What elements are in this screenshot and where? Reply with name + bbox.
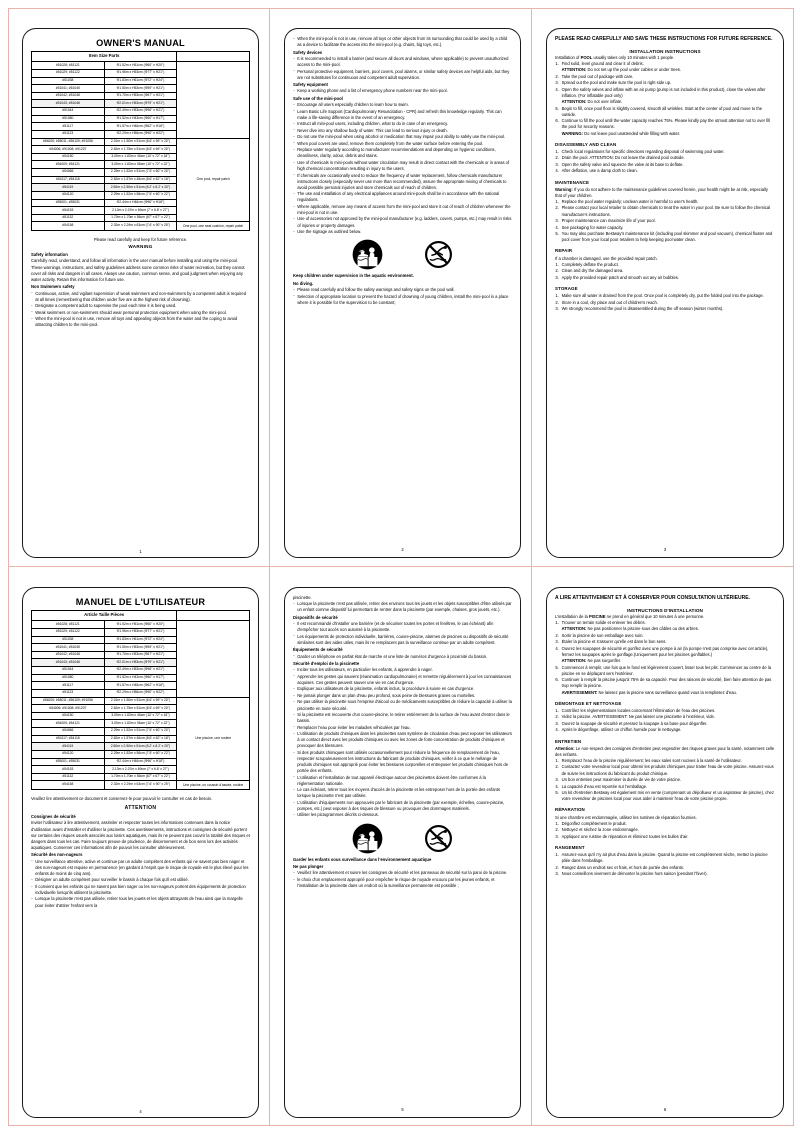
list-item: · Il convient que les enfants qui ne savent pas bien nager ou les non-nageurs portent des équipements de protection individuelle lorsqu'ils utilisent la piscinette. xyxy=(31,884,250,896)
signage-line-2: No diving. xyxy=(293,280,314,286)
table-cell-parts xyxy=(177,62,250,138)
list-item: · Keep a working phone and a list of emergency phone numbers near the mini-pool. xyxy=(293,88,512,94)
list-item: Nettoyez et séchez la zone endommagée. xyxy=(561,827,639,833)
installation-instructions-title: INSTALLATION INSTRUCTIONS xyxy=(629,48,701,54)
list-item: · Encourage all users especially children to learn how to swim. xyxy=(293,102,512,108)
table-cell-size: Φ1.57m x H46cm (Φ62" x H18") xyxy=(104,682,177,690)
table-cell-size: Φ1.52m x H51cm (Φ60" x H20") xyxy=(104,621,177,629)
table-cell-size: Φ2.01m x H53cm (Φ79" x H21") xyxy=(104,100,177,108)
table-cell-item: #54006; #91008; #91207 xyxy=(32,705,105,713)
lead-item-list xyxy=(293,601,512,613)
table-cell-item: #54117; #54118 xyxy=(32,735,105,743)
rangement-title: RANGEMENT xyxy=(555,844,585,850)
pictogram-row xyxy=(293,823,512,854)
table-cell-item: #51117 xyxy=(32,682,105,690)
entretien-steps-list xyxy=(555,758,775,802)
entretien-warning: Attention: Le non-respect des consignes d'entretien peut engendrer des risques graves pour la santé, notamment celle des enfants. xyxy=(555,745,775,757)
table-cell-item: #55001; #55031 xyxy=(32,758,105,766)
demontage-title: DÉMONTAGE ET NETTOYAGE xyxy=(555,700,622,706)
list-item: Ouvrez la soupape de sécurité et pressez la soupape à sa base pour dégonfler. xyxy=(561,720,708,726)
list-item: · When the mini-pool is not in use, remove all toys or other objects from its surrounding that could be used by a child as a device to facilitate the access into the mini-pool (e.g. chairs, big toys, etc.). xyxy=(293,36,512,48)
table-cell-size: 2.32m x 2.29m x 63cm (7.6' x 90" x 25") xyxy=(104,222,177,231)
page-4-body xyxy=(31,814,250,908)
non-nageurs-heading: Sécurité des non-nageurs xyxy=(31,852,83,858)
page-title: MANUEL DE L'UTILISATEUR xyxy=(75,597,206,607)
table-cell-size: 3.05m x 1.83m x 46cm (10' x 72" x 18") xyxy=(104,712,177,720)
read-carefully-note-fr: Veuillez lire attentivement ce document et conservez-le pour pouvoir le consulter en cas de besoin. xyxy=(31,796,213,802)
list-item: · Never dive into any shallow body of water. This can lead to serious injury or death. xyxy=(293,128,512,134)
table-cell-size: Φ1.83m x H61cm (Φ72" x H24") xyxy=(104,77,177,85)
grid-cell-page-6 xyxy=(532,567,794,1126)
table-cell-parts xyxy=(177,621,250,697)
installation-steps-list xyxy=(555,61,775,136)
grid-cell-page-1 xyxy=(8,8,270,567)
list-item: Check local regulations for specific directions regarding disposal of swimming pool water. xyxy=(561,148,725,154)
list-item: Store in a cool, dry place and out of children's reach. xyxy=(561,299,658,305)
list-item: · When the mini-pool is not in use, remove all toys and appealing objects from the water and the coping to avoid attracting children to the mini-pool. xyxy=(31,316,250,328)
attention-word: ATTENTION xyxy=(124,805,157,812)
page-title: OWNER'S MANUAL xyxy=(96,38,185,48)
signage-line-1: Keep children under supervision in the aquatic environment. xyxy=(293,273,414,279)
page-number: 6 xyxy=(663,1107,667,1112)
list-item: Assurez-vous qu'il n'y ait plus d'eau dans la piscine. Quand la piscine est complètement sèche, mettez la piscine pliée dans l'emballage. xyxy=(561,852,768,864)
table-cell-size: 2.29m x 1.52m x 56cm (7.5' x 60" x 22") xyxy=(104,191,177,199)
table-cell-size: Φ2.01m x H53cm (Φ79" x H21") xyxy=(104,659,177,667)
safety-devices-list xyxy=(293,56,512,81)
table-cell-size: 3.05m x 1.83m x 56cm (10' x 72" x 22") xyxy=(104,161,177,169)
securite-emploi-list xyxy=(293,667,512,818)
table-cell-item: #51132 xyxy=(32,214,105,222)
table-cell-item: #51029; #51122 xyxy=(32,69,105,77)
entretien-title: ENTRETIEN xyxy=(555,738,582,744)
list-item: Continuer à remplir la piscine jusqu'à 75% de sa capacité. Pour des raisons de sécurité, bien faire attention de pas trop remplir la piscine. AVERTISSEMENT: Ne laissez pas la piscine sans surveillance quand vous la remplissez d'eau. xyxy=(561,677,772,695)
list-item: · L'utilisation et l'installation de tout appareil électrique autour des piscinettes doivent être conformes à la réglementation nationale. xyxy=(293,775,512,787)
list-item: · Remplacer l'eau pour éviter les maladies véhiculées par l'eau. xyxy=(293,725,512,731)
table-cell-size: Φ2.44m x H46cm (Φ96" x H18") xyxy=(104,758,177,766)
table-header-row xyxy=(32,611,250,621)
table-cell-item: #54120 xyxy=(32,191,105,199)
table-cell-size: 2.13m x 2.07m x 69cm (7' x 6.8' x 27") xyxy=(104,766,177,774)
non-swimmers-list xyxy=(31,291,250,329)
page-5 xyxy=(284,587,521,1118)
reparation-title: RÉPARATION xyxy=(555,807,585,813)
table-cell-item: #54006; #91008; #91207 xyxy=(32,146,105,154)
table-cell-size: Φ2.29m x H56cm (Φ90" x H22") xyxy=(104,689,177,697)
list-item: · Si des produits chimiques sont utilisés occasionnellement pour réduire la fréquence de remplacement de l'eau, respecter scrupuleusement les instructions du fabricant de produits chimiques, veiller à ce que le mélange de produits chimiques soit approprié pour éviter les blessures corporelles et entreposer les produits chimiques hors de portée des enfants. xyxy=(293,750,512,774)
installation-intro: Installation of POOL usually takes only 10 minutes with 1 people. xyxy=(555,55,675,61)
table-cell-parts: One pool, repair patch xyxy=(177,138,250,222)
table-cell-size: Φ1.96m x H53cm (Φ77" x H21") xyxy=(104,628,177,636)
consignes-securite-body: Inviter l'utilisateur à lire attentivement, assimiler et respecter toutes les informations contenues dans la notice d'utilisation avant d'installer et d'utiliser la piscinette. Ces avertissements, instructions et consignes de sécurité portent sur certains des risques usuels associés aux loisirs aquatiques, mais ils ne peuvent pas couvrir la totalité des risques et dangers dans tous les cas. Faire toujours preuve de prudence, de discernement et de bon sens lors des activités aquatiques. Conserver ces informations afin de pouvoir les consulter ultérieurement. xyxy=(31,820,250,850)
reparation-steps-list xyxy=(555,821,775,840)
table-cell-item: #54153 xyxy=(32,766,105,774)
safety-equipment-heading: Safety equipment xyxy=(293,82,328,88)
disassembly-steps-list xyxy=(555,149,775,175)
table-column-header: Article Taille Pièces xyxy=(32,611,177,621)
table-cell-parts-last: Une piscine, un coussin d'assise, rustine xyxy=(177,781,250,790)
table-cell-size: Φ1.50m x H53cm (Φ59" x H21") xyxy=(104,644,177,652)
dispositifs-list xyxy=(293,621,512,646)
list-item: · Use of chemicals in mini-pools without water circulation may result in direct contact with the chemicals or in areas of high chemical concentration resulting in injury to the users. xyxy=(293,160,512,172)
list-item: Nous conseillons vivement de démonter la piscine hors saison (pendant l'hiver). xyxy=(561,871,708,877)
list-item: · Une surveillance attentive, active et continue par un adulte compétent des enfants qui ne savent pas bien nager et des non-nageurs est requise en permanence (en gardant à l'esprit que le risque de noyade est le plus élevé pour les enfants de moins de cinq ans). xyxy=(31,859,250,877)
list-item: Drain the pool. ATTENTION: Do not leave the drained pool outside. xyxy=(561,155,685,161)
page-number: 1 xyxy=(139,549,142,554)
equipements-securite-heading: Équipements de sécurité xyxy=(293,647,343,653)
table-cell-item: #51123 xyxy=(32,689,105,697)
signage-line-2: Ne pas plonger xyxy=(293,864,324,870)
list-item: Un bon entretien peut maximiser la durée de vie de votre piscine. xyxy=(561,777,682,783)
demontage-steps-list xyxy=(555,708,775,734)
table-cell-size: Φ1.57m x H46cm (Φ62" x H18") xyxy=(104,123,177,131)
list-item: · le choix d'un emplacement approprié pour empêcher le risque de noyade encouru par les jeunes enfants, et l'installation de la piscinette dans un endroit où la surveillance permanente est possible ; xyxy=(293,877,512,889)
table-cell-item: #54158 xyxy=(32,222,105,231)
list-item: Clean and dry the damaged area. xyxy=(561,268,624,274)
repair-steps-list xyxy=(555,262,775,281)
grid-cell-page-4 xyxy=(8,567,270,1126)
list-item: · Please read carefully and follow the safety warnings and safety signs on the pool wall. xyxy=(293,287,512,293)
page-number: 2 xyxy=(401,547,404,552)
table-cell-item: #51041; #51045 xyxy=(32,85,105,93)
page-2-body xyxy=(293,36,512,235)
attention-label: ATTENTION: xyxy=(561,99,587,105)
maintenance-steps-list xyxy=(555,199,775,243)
attention-label: WARNING: xyxy=(561,130,583,136)
list-item: · Do not use the mini-pool when using alcohol or medication that may impair your ability to safely use the mini-pool. xyxy=(293,134,512,140)
table-cell-item: #54158 xyxy=(32,781,105,790)
list-item: · Replace water regularly according to manufacturer recommendations and depending on hygienic conditions, cleanliness, clarity, odour, debris and stains. xyxy=(293,147,512,159)
table-row xyxy=(32,138,250,146)
list-item: · Learn Basic Life Support (Cardiopulmonary Resuscitation - CPR) and refresh this knowledge regularly. This can make a life-saving difference in the event of an emergency. xyxy=(293,109,512,121)
list-item: · Use the signage as outlined below. xyxy=(293,229,512,235)
maintenance-warning: Warning: If you do not adhere to the maintenance guidelines covered herein, your health might be at risk, especially that of your children. xyxy=(555,186,768,198)
page-5-signage xyxy=(293,857,512,890)
list-item: Ouvrez les soupapes de sécurité et gonflez avec une pompe à air (la pompe n'est pas comprise avec cet article), fermez les soupapes après le gonflage.(Uniquement pour les piscines gonflables.) ATTENTION: Ne pas surgonfler. xyxy=(561,645,769,664)
list-item: · Veuillez lire attentivement et suivre les consignes de sécurité et les panneaux de sécurité sur la paroi de la piscine. xyxy=(293,870,512,876)
list-item: Videz la piscine. AVERTISSEMENT: Ne pas laisser une piscinette à l'extérieur, vide. xyxy=(561,714,715,720)
list-item: Proper maintenance can maximize life of your pool. xyxy=(561,218,656,224)
table-cell-item: #51117 xyxy=(32,123,105,131)
list-item: Spread out the pool and make sure the pool is right side up. xyxy=(561,80,672,86)
table-cell-size: 2.62m x 1.75m x 51cm (8.5' x 69" x 20") xyxy=(104,705,177,713)
safety-information-heading: Safety information xyxy=(31,252,68,258)
table-cell-item: #54120 xyxy=(32,750,105,758)
list-item: · Expliquer aux utilisateurs de la piscinette, enfants inclus, la procédure à suivre en cas d'urgence. xyxy=(293,686,512,692)
list-item: Please contact your local retailer to obtain chemicals to treat the water in your pool. Be sure to follow the chemical manufacture's instructions. xyxy=(561,205,771,217)
list-item: Dégonflez complètement le produit. xyxy=(561,820,627,826)
read-carefully-note: Please read carefully and keep for future reference. WARNING xyxy=(31,237,250,251)
list-item: · Use of accessories not approved by the mini-pool manufacturer (e.g. ladders, covers, pumps, etc.) may result in risks of injuries or property damages. xyxy=(293,216,512,228)
list-item: Commencer à remplir, une fois que le fond est légèrement couvert, lisser tous les plis. Commencer au centre de la piscine en se déplaçant vers l'extérieur. xyxy=(561,664,772,676)
signage-line-1: Garder les enfants sous surveillance dans l'environnement aquatique xyxy=(293,856,432,862)
page-4 xyxy=(22,587,259,1118)
attention-label: ATTENTION: xyxy=(561,67,587,73)
table-cell-size: 2.13m x 2.07m x 69cm (7' x 6.8' x 27") xyxy=(104,207,177,215)
list-item: · Lorsque la piscinette n'est pas utilisée, retirer des environs tous les jouets et les objets susceptibles d'être utilisés par un enfant comme dispositif lui permettant de rentrer dans la piscinette (par exemple, chaises, gros jouets, etc.). xyxy=(293,601,512,613)
list-item: · Designate a competent adult to supervise the pool each time it is being used. xyxy=(31,303,250,309)
non-nageurs-list xyxy=(31,859,250,909)
dispositifs-securite-heading: Dispositifs de sécurité xyxy=(293,614,338,620)
list-item: You may also purchase Bestway's maintenance kit (including pool skimmer and pool vacuum), chemical floater and pool cover from your local poor retailers to help keeping pool water clean. xyxy=(561,231,773,243)
page-number: 3 xyxy=(663,547,667,552)
list-item: Take the pool out of package with care. xyxy=(561,73,634,79)
table-cell-parts: Une piscine, une rustine xyxy=(177,697,250,781)
list-item: See packaging for water capacity. xyxy=(561,224,624,230)
instructions-installation-title: INSTRUCTIONS D'INSTALLATION xyxy=(627,607,703,613)
table-cell-item: #51038 xyxy=(32,77,105,85)
table-cell-item: #54005; #58011; #56109; #91056 xyxy=(32,138,105,146)
table-cell-size: 2.62m x 1.57m x 46cm (8.6' x 62" x 18") xyxy=(104,735,177,743)
table-cell-size: Φ1.50m x H53cm (Φ59" x H21") xyxy=(104,85,177,93)
list-item: · L'utilisation de produits chimiques dans les piscinettes sans système de circulation d'eau peut exposer les utilisateurs à un contact direct avec les produits chimiques ou avec les zones de forte concentration de produits chimiques et provoquer des blessures. xyxy=(293,731,512,749)
list-item: Remplacez l'eau de la piscine régulièrement; les eaux sales sont nocives à la santé de l'utilisateur. xyxy=(561,757,742,763)
table-cell-item: #51029; #51122 xyxy=(32,628,105,636)
table-column-header-parts xyxy=(177,611,250,621)
table-cell-item: #54005; #58011; #56109; #91056 xyxy=(32,697,105,705)
safety-equipment-list xyxy=(293,88,512,94)
list-item: · Personal protective equipment, barriers, pool covers, pool alarms, or similar safety devices are helpful aids, but they are not substitutes for continuous and competent adult supervision. xyxy=(293,69,512,81)
grid-cell-page-2 xyxy=(270,8,532,567)
list-item: Completely deflate the product. xyxy=(561,261,619,267)
list-item: · Continuous, active, and vigilant supervision of weak swimmers and non-swimmers by a competent adult is required at all times (remembering that children under five are at the highest risk of drowning). xyxy=(31,291,250,303)
table-cell-size: Φ1.70m x H53cm (Φ67" x H21") xyxy=(104,92,177,100)
safe-use-heading: Safe use of the mini-pool xyxy=(293,96,343,101)
table-cell-size: 3.05m x 1.83m x 46cm (10' x 72" x 18") xyxy=(104,153,177,161)
grid-cell-page-5 xyxy=(270,567,532,1126)
table-cell-size: Φ1.52m x H43cm (Φ60" x H17") xyxy=(104,115,177,123)
warning-word: WARNING xyxy=(128,244,153,250)
table-cell-size: 3.05m x 1.83m x 56cm (10' x 72" x 22") xyxy=(104,720,177,728)
page-3-body xyxy=(555,55,775,312)
list-item: · Les équipements de protection individuelle, barrières, couvre-piscine, alarmes de piscines ou dispositifs de sécurité similaires sont des aides utiles, mais ils ne remplacent pas la surveillance continue par un adulte compétent. xyxy=(293,634,512,646)
list-item: · Si la piscinette est recouverte d'un couvre-piscine, le retirer entièrement de la surface de l'eau avant d'entrer dans le bassin. xyxy=(293,712,512,724)
list-item: · Désigner un adulte compétent pour surveiller le bassin à chaque fois qu'il est utilisé. xyxy=(31,877,250,883)
installation-steps-list xyxy=(555,620,775,695)
grid-cell-page-3 xyxy=(532,8,794,567)
table-cell-size: Φ2.49m x H53cm (Φ98" x H21") xyxy=(104,667,177,675)
attention-label: AVERTISSEMENT: xyxy=(561,689,598,695)
no-diving-icon xyxy=(423,239,454,270)
page-1-body xyxy=(31,252,250,328)
page-3-header: PLEASE READ CAREFULLY AND SAVE THESE INSTRUCTIONS FOR FUTURE REFERENCE. xyxy=(555,36,773,42)
list-item: Rangez dans un endroit sec et frais, et hors de portée des enfants. xyxy=(561,864,685,870)
table-cell-size: Φ2.49m x H53cm (Φ98" x H21") xyxy=(104,108,177,116)
attention-label: ATTENTION: xyxy=(561,626,587,632)
table-cell-size: Φ1.70m x H53cm (Φ67" x H21") xyxy=(104,651,177,659)
table-cell-item: #54066 xyxy=(32,728,105,736)
storage-steps-list xyxy=(555,293,775,312)
list-item: Find solid, level ground and clear it of debris. ATTENTION: Do not set up the pool under cables or under trees. xyxy=(561,61,681,73)
table-cell-size: 2.62m x 1.57m x 46cm (8.6' x 62" x 18") xyxy=(104,176,177,184)
page-2-signage xyxy=(293,273,512,306)
table-cell-item: #51123 xyxy=(32,130,105,138)
table-cell-size: 2.32m x 2.29m x 63cm (7.6' x 90" x 25") xyxy=(104,781,177,790)
table-header-row xyxy=(32,52,250,62)
table-cell-item: #54066 xyxy=(32,169,105,177)
closing-list xyxy=(293,287,512,306)
list-item: Open the safety valves and inflate with an air pump (pump is not included in this product), close the valves after inflation. (For inflatable pool only) ATTENTION: Do not over inflate. xyxy=(561,86,766,105)
table-cell-item: #51042; #51048 xyxy=(32,651,105,659)
list-item: Trouver un terrain solide et enlever les débris. ATTENTION: Ne pas positionner la piscine sous des câbles ou des arbres. xyxy=(561,620,699,632)
equipements-list xyxy=(293,654,512,660)
safety-devices-heading: Safety devices xyxy=(293,49,323,55)
list-item: · Instruct all mini-pool users, including children, what to do in case of an emergency. xyxy=(293,121,512,127)
table-cell-item: #51028; #51121 xyxy=(32,621,105,629)
list-item: · Ne pas utiliser la piscinette sous l'emprise d'alcool ou de médicaments susceptibles de réduire la capacité à utiliser la piscinette en toute sécurité. xyxy=(293,699,512,711)
table-cell-size: 2.29m x 1.52m x 51cm (7.5' x 60" x 20") xyxy=(104,169,177,177)
table-cell-item: #51080 xyxy=(32,115,105,123)
spec-table-fr xyxy=(31,610,250,790)
lead-word: piscinette. xyxy=(293,595,312,600)
table-cell-size: 2.01m x 1.50m x 51cm (6.6' x 59" x 20") xyxy=(104,138,177,146)
table-cell-size: 1.70m x 1.70m x 56cm (67" x 67" x 22") xyxy=(104,773,177,781)
repair-intro: If a chamber is damaged, use the provided repair patch. xyxy=(555,255,658,261)
table-cell-size: 2.29m x 1.52m x 51cm (7.5' x 60" x 20") xyxy=(104,728,177,736)
list-item: We strongly recommend the pool is disassembled during the off season (winter months). xyxy=(561,306,724,312)
installation-intro: L'installation de la PISCINE ne prend en général que 10 minutes à une personne. xyxy=(555,614,705,620)
table-row xyxy=(32,62,250,70)
table-row xyxy=(32,222,250,231)
page-6-header: A LIRE ATTENTIVEMENT ET À CONSERVER POUR CONSULTATION ULTÉRIEURE. xyxy=(555,595,750,601)
table-cell-item: #51044 xyxy=(32,108,105,116)
table-column-header-parts xyxy=(177,52,250,62)
list-item: Appliquez une rustine de réparation et éliminez toutes les bulles d'air. xyxy=(561,833,689,839)
table-cell-item: #51042; #51048 xyxy=(32,92,105,100)
storage-title: STORAGE xyxy=(555,285,578,291)
supervise-children-icon xyxy=(352,239,383,270)
table-cell-item: #54150 xyxy=(32,712,105,720)
table-row xyxy=(32,697,250,705)
list-item: Après le dégonflage, utilisez un chiffon humide pour le nettoyage. xyxy=(561,727,682,733)
closing-list xyxy=(293,870,512,889)
table-cell-size: 1.70m x 1.70m x 56cm (67" x 67" x 22") xyxy=(104,214,177,222)
reparation-intro: Si une chambre est endommagée, utilisez les rustines de réparation fournies. xyxy=(555,814,697,820)
list-item: · When pool covers are used, remove them completely from the water surface before entering the pool. xyxy=(293,141,512,147)
lead-item-list xyxy=(293,36,512,48)
attention-label: ATTENTION: xyxy=(561,658,587,664)
table-cell-size: Φ2.44m x H46cm (Φ96" x H18") xyxy=(104,199,177,207)
pictogram-row xyxy=(293,239,512,270)
table-cell-item: #55001; #55031 xyxy=(32,199,105,207)
list-item: · L'utilisation d'équipements non approuvés par le fabricant de la piscinette (par exemple, échelles, couvre-piscine, pompes, etc.) peut exposer à des risques de blessure ou provoquer des dommages matériels. xyxy=(293,800,512,812)
list-item: La capacité d'eau est reportée sur l'emballage. xyxy=(561,783,648,789)
list-item: Begin to fill, once pool floor is slightly covered, smooth all wrinkles. Start at the center of pool and move to the outside. xyxy=(561,105,763,117)
list-item: Sortir la piscine de son emballage avec soin. xyxy=(561,632,644,638)
table-row xyxy=(32,781,250,790)
list-item: Étaler la piscine et s'assurer qu'elle est dans le bon sens. xyxy=(561,639,667,645)
page-number: 5 xyxy=(401,1107,404,1112)
page-grid xyxy=(8,8,794,1126)
table-cell-item: #51043; #51046 xyxy=(32,100,105,108)
list-item: Contrôlez les réglementations locales concernant l'élimination de l'eau des piscines. xyxy=(561,707,716,713)
page-6 xyxy=(546,587,784,1118)
table-cell-parts-last: One pool, one seat cushion, repair patch xyxy=(177,222,250,231)
list-item: Replace the pool water regularly; unclean water is harmful to user's health. xyxy=(561,198,699,204)
table-cell-item: #51132 xyxy=(32,773,105,781)
safe-use-list xyxy=(293,102,512,235)
page-6-body xyxy=(555,614,775,877)
list-item: · Lorsque la piscinette n'est pas utilisée, retirer tous les jouets et les objets attrayants de l'eau ainsi que la margelle pour éviter d'attirer l'enfant vers la xyxy=(31,896,250,908)
list-item: After deflation, use a damp cloth to clean. xyxy=(561,168,638,174)
table-cell-size: 2.50m x 2.50m x 51cm (8.2' x 8.2' x 20") xyxy=(104,743,177,751)
consignes-securite-heading: Consignes de sécurité xyxy=(31,814,76,820)
page-3 xyxy=(546,28,784,558)
list-item: · Ne jamais plonger dans un plan d'eau peu profond, sous peine de blessures graves ou mortelles. xyxy=(293,693,512,699)
page-5-body xyxy=(293,595,512,819)
table-cell-item: #51080 xyxy=(32,674,105,682)
securite-emploi-heading: Sécurité d'emploi de la piscinette xyxy=(293,661,360,667)
list-item: · Le cas échéant, retirer tous les moyens d'accès de la piscinette et les entreposer hors de la portée des enfants lorsque la piscinette n'est pas utilisée. xyxy=(293,787,512,799)
list-item: · Where applicable, remove any means of access from the mini-pool and store it out of reach of children whenever the mini-pool is not in use. xyxy=(293,204,512,216)
table-cell-item: #51038 xyxy=(32,636,105,644)
page-number: 4 xyxy=(139,1109,142,1114)
table-cell-item: #54009; #54121 xyxy=(32,161,105,169)
maintenance-title: MAINTENANCE xyxy=(555,179,590,185)
list-item: Contactez votre revendeur local pour obtenir les produits chimiques pour traiter l'eau de votre piscine. Assurez-vous de suivre les instructions du fabricant du produit chimique. xyxy=(561,764,774,776)
repair-title: REPAIR xyxy=(555,248,573,254)
list-item: Un kit d'entretien Bestway est également mis en vente (comprenant un dépollueur et un aspirateur de piscine), chez votre revendeur de piscines local pour vous aider à maintenir l'eau de votre piscine propre. xyxy=(561,790,774,802)
table-cell-item: #54009; #54121 xyxy=(32,720,105,728)
list-item: · Utiliser les pictogrammes décrits ci-dessous. xyxy=(293,812,512,818)
list-item: Make sure all water is drained from the pool. Once pool is completely dry, put the folded pool into the package. xyxy=(561,293,764,299)
table-cell-item: #51028; #51121 xyxy=(32,62,105,70)
spec-table-en xyxy=(31,51,250,231)
table-row xyxy=(32,621,250,629)
list-item: Open the safety valve and squeeze the valve at its base to deflate. xyxy=(561,161,684,167)
table-cell-item: #54117; #54118 xyxy=(32,176,105,184)
table-cell-size: Φ1.83m x H61cm (Φ72" x H24") xyxy=(104,636,177,644)
list-item: · Inciter tous les utilisateurs, en particulier les enfants, à apprendre à nager. xyxy=(293,667,512,673)
non-swimmers-heading: Non Swimmers safety xyxy=(31,284,75,290)
rangement-steps-list xyxy=(555,852,775,877)
table-cell-size: 2.29m x 1.52m x 56cm (7.5' x 60" x 22") xyxy=(104,750,177,758)
list-item: Continue to fill the pool until the water capacity reaches 75%. Please kindly pay the utmost attention not to over fill the pool for security reasons. WARNING: Do not leave pool unattended while filling with water. xyxy=(561,118,771,136)
list-item: · Il est recommandé d'installer une barrière (et de sécuriser toutes les portes et fenêtres, le cas échéant) afin d'empêcher tout accès non autorisé à la piscinette. xyxy=(293,621,512,633)
table-column-header: Item Size Parts xyxy=(32,52,177,62)
page-2 xyxy=(284,28,521,558)
list-item: · Weak swimmers or non-swimmers should wear personal protection equipment when using the mini-pool. xyxy=(31,310,250,316)
table-cell-item: #54153 xyxy=(32,207,105,215)
list-item: · Garder un téléphone en parfait état de marche et une liste de numéros d'urgence à proximité du bassin. xyxy=(293,654,512,660)
table-cell-item: #51043; #51046 xyxy=(32,659,105,667)
table-cell-item: #54119 xyxy=(32,743,105,751)
table-cell-size: Φ1.96m x H53cm (Φ77" x H21") xyxy=(104,69,177,77)
table-cell-item: #54119 xyxy=(32,184,105,192)
table-cell-size: Φ1.52m x H51cm (Φ60" x H20") xyxy=(104,62,177,70)
table-cell-item: #51041; #51045 xyxy=(32,644,105,652)
disassembly-title: DISASSEMBLY AND CLEAN xyxy=(555,141,617,147)
page-1 xyxy=(22,28,259,558)
list-item: Apply the provided repair patch and smooth out any air bubbles. xyxy=(561,274,679,280)
list-item: · The use and installation of any electrical appliances around mini-pools shall be in accordance with the national regulations. xyxy=(293,191,512,203)
table-cell-size: 2.01m x 1.50m x 51cm (6.6' x 59" x 20") xyxy=(104,697,177,705)
list-item: · If chemicals are occasionally used to reduce the frequency of water replacement, follow chemicals manufacturer instructions closely (especially never use more than recommended), assure the appropriate mixing of chemicals to avoid possible personal injuries and store chemicals out of reach of children. xyxy=(293,173,512,191)
list-item: · It is recommended to install a barrier (and secure all doors and windows, where applicable) to prevent unauthorized access to the mini-pool. xyxy=(293,56,512,68)
table-cell-item: #54150 xyxy=(32,153,105,161)
safety-information-body: Carefully read, understand, and follow all information in the user manual before installing and using the mini-pool. These warnings, instructions, and safety guidelines address some common risks of water recreation, but they cannot cover all risks and dangers in all cases. Always use caution, common sense, and good judgment when enjoying any water activity. Retain this information for future use. xyxy=(31,258,245,282)
no-diving-icon xyxy=(423,823,454,854)
list-item: · Apprendre les gestes qui sauvent (réanimation cardiopulmonaire) et remettre régulièrement à jour les connaissances acquises. Ces gestes peuvent sauver une vie en cas d'urgence. xyxy=(293,674,512,686)
table-cell-size: 2.50m x 2.50m x 51cm (8.2' x 8.2' x 20") xyxy=(104,184,177,192)
table-cell-item: #51044 xyxy=(32,667,105,675)
table-cell-size: Φ2.29m x H56cm (Φ90" x H22") xyxy=(104,130,177,138)
table-cell-size: 2.62m x 1.75m x 51cm (8.5' x 69" x 20") xyxy=(104,146,177,154)
supervise-children-icon xyxy=(352,823,383,854)
table-cell-size: Φ1.52m x H43cm (Φ60" x H17") xyxy=(104,674,177,682)
list-item: · Selection of appropriate location to prevent the hazard of drowning of young children, install the mini-pool in a place where it is possible for the supervision to be constant; xyxy=(293,294,512,306)
